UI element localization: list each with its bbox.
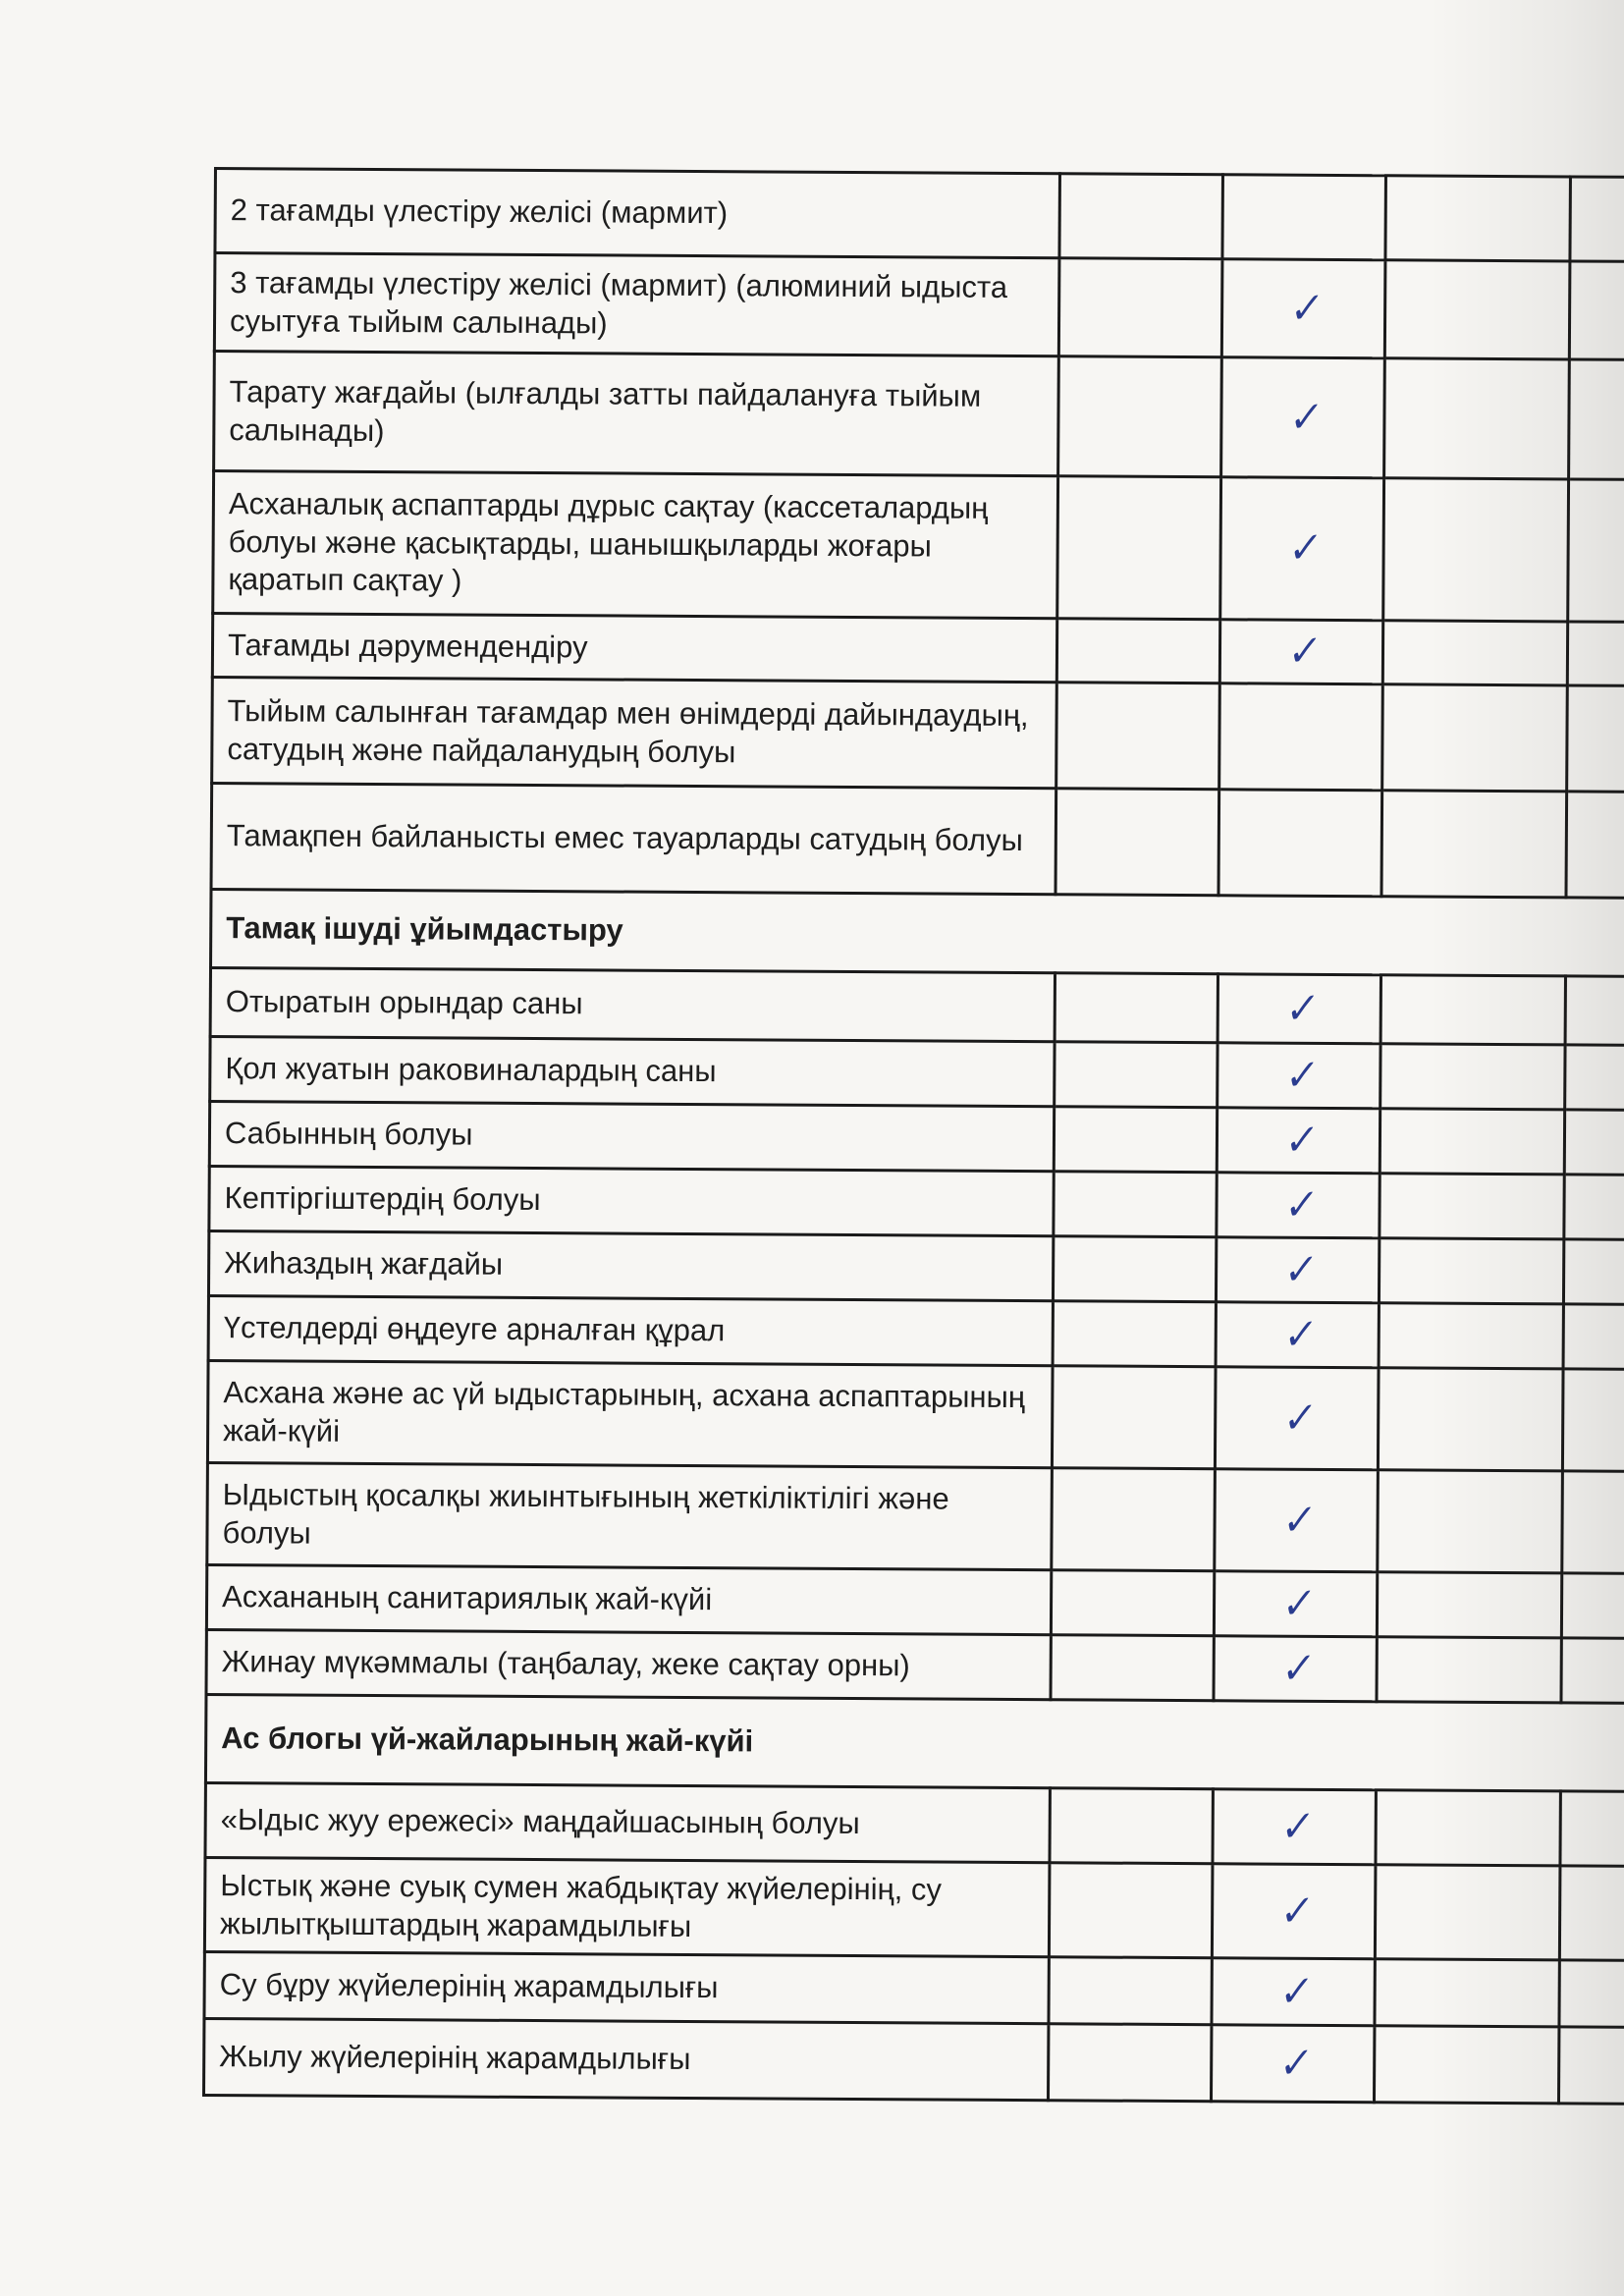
column-a-cell	[1053, 1301, 1216, 1367]
column-c-cell	[1383, 478, 1569, 622]
column-c-cell	[1378, 1368, 1563, 1471]
section-header-row	[205, 1694, 1624, 1791]
checklist-row	[210, 1036, 1624, 1110]
column-a-cell	[1059, 174, 1223, 259]
column-c-cell	[1381, 791, 1567, 898]
criterion-label: Отыратын орындар саны	[210, 967, 1055, 1041]
check-cell	[1220, 477, 1384, 621]
check-cell	[1222, 175, 1386, 260]
handwritten-check-mark: ✓	[1277, 1310, 1317, 1360]
column-c-cell	[1380, 975, 1565, 1045]
column-d-cell	[1564, 1110, 1624, 1175]
column-d-cell	[1562, 1369, 1624, 1472]
column-d-cell	[1559, 1866, 1624, 1961]
column-a-cell	[1048, 2024, 1211, 2102]
check-cell	[1213, 1789, 1376, 1865]
criterion-label: Тыйым салынған тағамдар мен өнімдерді дайындаудың, сатудың және пайдаланудың болуы	[212, 677, 1057, 788]
check-cell	[1215, 1367, 1379, 1470]
column-a-cell	[1055, 1042, 1218, 1108]
checklist-row	[204, 2018, 1624, 2104]
column-c-cell	[1384, 358, 1570, 479]
column-d-cell	[1568, 479, 1624, 623]
column-d-cell	[1558, 2027, 1624, 2105]
column-c-cell	[1380, 1109, 1564, 1175]
criterion-label: 3 тағамды үлестіру желісі (мармит) (алюминий ыдыста суытуға тыйым салынады)	[214, 253, 1059, 356]
column-a-cell	[1050, 1788, 1213, 1864]
column-c-cell	[1382, 684, 1568, 792]
checklist-body	[204, 169, 1624, 2105]
checklist-row	[209, 1101, 1624, 1175]
column-a-cell	[1053, 1236, 1216, 1302]
criterion-label: «Ыдыс жуу ережесі» маңдайшасының болуы	[205, 1782, 1050, 1862]
column-a-cell	[1049, 1863, 1213, 1958]
column-c-cell	[1382, 621, 1567, 685]
checklist-row	[214, 352, 1624, 480]
handwritten-check-mark: ✓	[1277, 1394, 1317, 1444]
check-cell	[1215, 1469, 1379, 1572]
handwritten-check-mark: ✓	[1283, 284, 1324, 334]
column-d-cell	[1567, 685, 1624, 793]
section-header-row	[211, 889, 1624, 976]
check-cell	[1218, 1043, 1380, 1109]
check-cell	[1219, 683, 1383, 791]
column-c-cell	[1379, 1238, 1563, 1304]
column-a-cell	[1054, 1107, 1217, 1173]
check-cell	[1217, 1108, 1380, 1174]
criterion-label: 2 тағамды үлестіру желісі (мармит)	[215, 169, 1060, 258]
handwritten-check-mark: ✓	[1281, 627, 1322, 677]
handwritten-check-mark: ✓	[1279, 1051, 1319, 1101]
column-a-cell	[1049, 1957, 1212, 2025]
check-cell	[1218, 974, 1380, 1044]
checklist-row	[204, 1857, 1624, 1960]
column-d-cell	[1559, 1960, 1624, 2028]
criterion-label: Жинау мүкәммалы (таңбалау, жеке сақтау орны)	[206, 1629, 1051, 1699]
check-cell	[1211, 2025, 1374, 2103]
handwritten-check-mark: ✓	[1277, 1245, 1318, 1295]
column-c-cell	[1380, 1174, 1564, 1239]
checklist-row	[211, 783, 1624, 898]
column-c-cell	[1379, 1303, 1563, 1369]
handwritten-check-mark: ✓	[1273, 1886, 1314, 1937]
check-cell	[1219, 620, 1382, 684]
handwritten-check-mark: ✓	[1275, 1579, 1316, 1629]
handwritten-check-mark: ✓	[1283, 393, 1323, 443]
column-d-cell	[1566, 792, 1624, 899]
checklist-row	[205, 1782, 1624, 1866]
criterion-label: Жиһаздың жағдайы	[208, 1230, 1053, 1300]
section-header-label: Ас блогы үй-жайларының жай-күйі	[205, 1694, 1624, 1791]
handwritten-check-mark: ✓	[1276, 1496, 1316, 1546]
column-a-cell	[1056, 619, 1219, 683]
column-a-cell	[1056, 683, 1220, 790]
column-d-cell	[1563, 1304, 1624, 1370]
check-cell	[1214, 1636, 1377, 1702]
handwritten-check-mark: ✓	[1279, 984, 1319, 1034]
column-d-cell	[1561, 1638, 1624, 1704]
criterion-label: Су бұру жүйелерінің жарамдылығы	[204, 1951, 1049, 2023]
handwritten-check-mark: ✓	[1275, 1644, 1315, 1694]
column-c-cell	[1374, 2026, 1558, 2104]
column-d-cell	[1570, 177, 1624, 262]
handwritten-check-mark: ✓	[1282, 523, 1322, 574]
criterion-label: Ыдыстың қосалқы жиынтығының жеткіліктілігі және болуы	[207, 1462, 1053, 1569]
checklist-row	[212, 677, 1624, 792]
criterion-label: Тарату жағдайы (ылғалды затты пайдалануға тыйым салынады)	[214, 352, 1059, 476]
column-a-cell	[1054, 1172, 1217, 1237]
handwritten-check-mark: ✓	[1274, 1802, 1314, 1852]
column-d-cell	[1562, 1471, 1624, 1574]
criterion-label: Асханалық аспаптарды дұрыс сақтау (кассеталардың болуы және қасықтарды, шанышқыларды жоғары қаратып сақтау )	[213, 471, 1058, 619]
check-cell	[1216, 1302, 1379, 1368]
criterion-label: Қол жуатын раковиналардың саны	[210, 1036, 1055, 1106]
column-c-cell	[1377, 1637, 1561, 1703]
checklist-row	[214, 253, 1624, 360]
column-c-cell	[1375, 1959, 1559, 2027]
column-d-cell	[1567, 622, 1624, 686]
column-d-cell	[1565, 976, 1624, 1046]
column-c-cell	[1384, 260, 1570, 359]
criterion-label: Кептіргіштердің болуы	[209, 1166, 1054, 1235]
checklist-row	[210, 967, 1624, 1045]
column-c-cell	[1380, 1044, 1565, 1110]
criterion-label: Жылу жүйелерінің жарамдылығы	[204, 2018, 1049, 2100]
check-cell	[1212, 1958, 1375, 2026]
column-a-cell	[1052, 1366, 1216, 1469]
check-cell	[1221, 357, 1385, 478]
column-c-cell	[1377, 1572, 1561, 1638]
column-c-cell	[1376, 1790, 1560, 1866]
column-c-cell	[1375, 1865, 1560, 1960]
column-a-cell	[1051, 1635, 1214, 1701]
column-d-cell	[1560, 1791, 1624, 1867]
checklist-row	[206, 1564, 1624, 1638]
section-header-label: Тамақ ішуді ұйымдастыру	[211, 889, 1624, 976]
column-a-cell	[1052, 1468, 1216, 1571]
checklist-row	[213, 471, 1624, 623]
check-cell	[1214, 1571, 1377, 1637]
checklist-row	[204, 1951, 1624, 2027]
checklist-row	[207, 1360, 1624, 1471]
check-cell	[1212, 1864, 1376, 1959]
check-cell	[1216, 1237, 1379, 1303]
handwritten-check-mark: ✓	[1273, 2039, 1313, 2089]
column-c-cell	[1385, 176, 1571, 261]
checklist-row	[208, 1230, 1624, 1304]
column-a-cell	[1051, 1570, 1214, 1636]
inspection-checklist-table	[202, 167, 1624, 2105]
checklist-row	[209, 1166, 1624, 1239]
handwritten-check-mark: ✓	[1278, 1180, 1318, 1230]
column-d-cell	[1561, 1573, 1624, 1639]
column-d-cell	[1564, 1175, 1624, 1240]
column-a-cell	[1056, 789, 1219, 896]
check-cell	[1217, 1173, 1380, 1238]
handwritten-check-mark: ✓	[1278, 1116, 1319, 1166]
checklist-row	[207, 1462, 1624, 1573]
column-a-cell	[1058, 258, 1222, 357]
criterion-label: Тамақпен байланысты емес тауарларды сатудың болуы	[211, 783, 1056, 894]
column-a-cell	[1055, 973, 1218, 1043]
column-d-cell	[1563, 1239, 1624, 1305]
checklist-row	[215, 169, 1624, 262]
criterion-label: Ыстық және суық сумен жабдықтау жүйелерінің, су жылытқыштардың жарамдылығы	[204, 1857, 1050, 1956]
handwritten-check-mark: ✓	[1273, 1967, 1313, 2017]
criterion-label: Үстелдерді өңдеуге арналған құрал	[208, 1295, 1053, 1365]
column-d-cell	[1569, 359, 1624, 480]
column-d-cell	[1565, 1045, 1624, 1111]
criterion-label: Сабынның болуы	[209, 1101, 1054, 1171]
checklist-row	[212, 614, 1624, 686]
column-a-cell	[1057, 476, 1221, 620]
criterion-label: Асхана және ас үй ыдыстарының, асхана аспаптарының жай-күйі	[207, 1360, 1053, 1467]
criterion-label: Асхананың санитариялық жай-күйі	[206, 1564, 1051, 1634]
check-cell	[1218, 790, 1382, 897]
column-d-cell	[1569, 261, 1624, 360]
checklist-row	[208, 1295, 1624, 1369]
checklist-row	[206, 1629, 1624, 1703]
column-a-cell	[1058, 356, 1222, 477]
check-cell	[1221, 259, 1385, 358]
criterion-label: Тағамды дәрумендендіру	[212, 614, 1056, 683]
column-c-cell	[1378, 1470, 1563, 1573]
